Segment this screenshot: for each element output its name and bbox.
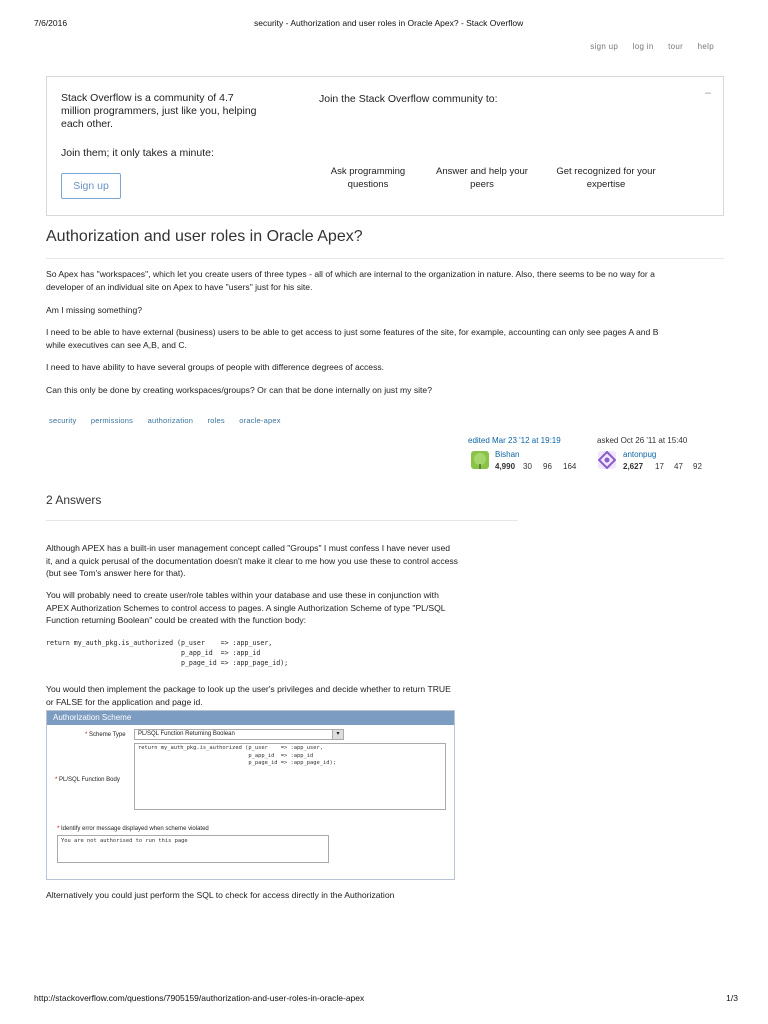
footer-url: http://stackoverflow.com/questions/7905159/authorization-and-user-roles-in-oracle-apex [34,993,365,1003]
question-paragraph: So Apex has "workspaces", which let you create users of three types - all of which are internal to the organization in nature. Also, there seems to be no way for a developer of an individual site on Apex to have "users" just for his site. [46,269,655,292]
answers-divider [46,520,518,521]
close-icon[interactable]: – [704,87,711,99]
sign-up-link[interactable]: sign up [590,42,619,51]
tour-link[interactable]: tour [668,42,684,51]
tag-list [49,410,291,428]
join-banner [46,76,724,216]
function-body-textarea[interactable]: return my_auth_pkg.is_authorized (p_user => :app_user, p_app_id => :app_id p_page_id => :app_page_id); [134,743,446,810]
signup-button[interactable]: Sign up [61,173,121,199]
answer-paragraph: You would then implement the package to look up the user's privileges and decide whether to return TRUE or FALSE for the application and page id. [46,684,451,707]
editor-rep: 4,990 [495,462,516,471]
answer-paragraph: You will probably need to create user/role tables within your database and use these in conjunction with APEX Authorization Schemes to control access to pages. A single Authorization Scheme of type "PL/SQL Function returning Boolean" could be created with the function body: [46,590,446,625]
avatar-antonpug[interactable] [598,451,616,469]
asker-gold: 17 [655,462,664,471]
tag-permissions[interactable]: permissions [90,416,134,425]
banner-join-line: Join them; it only takes a minute: [61,147,214,159]
editor-silver: 96 [543,462,552,471]
asker-name[interactable]: antonpug [623,450,657,459]
feature-recognized: Get recognized for your expertise [556,166,656,190]
tag-authorization[interactable]: authorization [147,416,194,425]
error-message-label: * Identify error message displayed when scheme violated [57,826,209,832]
answer-count: 2 Answers [46,493,102,507]
answer-paragraph: Although APEX has a built-in user management concept called "Groups" I must confess I have never used it, and a quick perusal of the documentation doesn't make it clear to me how you use these to control access (but see Tom's answer here for that). [46,543,458,578]
asker-silver: 47 [674,462,683,471]
question-paragraph: Can this only be done by creating workspaces/groups? Or can that be done internally on just my site? [46,385,432,395]
edited-link[interactable]: edited Mar 23 '12 at 19:19 [468,436,561,445]
tag-security[interactable]: security [49,416,77,425]
chevron-down-icon[interactable]: ▾ [332,730,343,739]
print-title: security - Authorization and user roles in Oracle Apex? - Stack Overflow [254,18,524,28]
top-nav [578,42,714,51]
question-paragraph: I need to have ability to have several groups of people with difference degrees of access. [46,362,385,372]
scheme-type-label: * Scheme Type [85,732,126,738]
question-paragraph: I need to be able to have external (business) users to be able to get access to just some features of the site, for example, accounting can only see pages A and B while executives can see A,B, and C. [46,327,659,350]
asked-label: asked Oct 26 '11 at 15:40 [597,436,688,445]
editor-bronze: 164 [563,462,577,471]
banner-join-title: Join the Stack Overflow community to: [319,93,498,105]
scheme-type-select[interactable]: PL/SQL Function Returning Boolean ▾ [134,729,344,740]
log-in-link[interactable]: log in [632,42,654,51]
screenshot-header: Authorization Scheme [47,711,454,725]
question-paragraph: Am I missing something? [46,305,142,315]
feature-answer: Answer and help your peers [436,166,528,190]
tag-oracle-apex[interactable]: oracle-apex [239,416,281,425]
error-message-textarea[interactable]: You are not authorised to run this page [57,835,329,863]
asker-bronze: 92 [693,462,702,471]
help-link[interactable]: help [697,42,714,51]
feature-ask: Ask programming questions [330,166,406,190]
asker-rep: 2,627 [623,462,644,471]
code-block: return my_auth_pkg.is_authorized (p_user => :app_user, p_app_id => :app_id p_page_id => :app_page_id); [46,639,289,667]
function-body-label: * PL/SQL Function Body [55,777,120,783]
question-title[interactable]: Authorization and user roles in Oracle Apex? [46,228,363,245]
answer-paragraph: Alternatively you could just perform the SQL to check for access directly in the Authorization [46,890,395,900]
banner-intro: Stack Overflow is a community of 4.7 million programmers, just like you, helping each other. [61,92,257,130]
avatar-bishan[interactable] [471,451,489,469]
editor-name[interactable]: Bishan [495,450,520,459]
editor-gold: 30 [523,462,532,471]
title-divider [46,258,724,259]
page-number: 1/3 [726,993,738,1003]
print-date: 7/6/2016 [34,18,68,28]
authorization-scheme-screenshot [46,710,455,880]
tag-roles[interactable]: roles [207,416,225,425]
